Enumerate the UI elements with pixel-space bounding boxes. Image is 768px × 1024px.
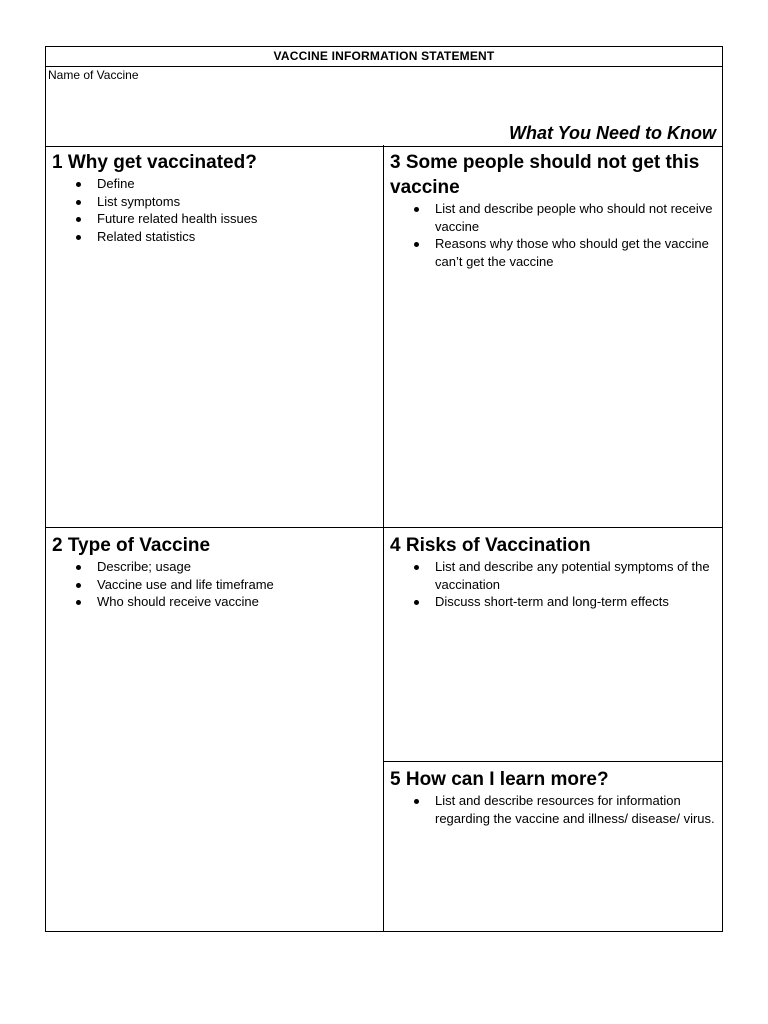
list-item: Discuss short-term and long-term effects (435, 593, 722, 611)
list-item: Define (97, 175, 383, 193)
section-heading: 4 Risks of Vaccination (390, 535, 591, 556)
section-type-of-vaccine (45, 528, 384, 932)
list-item: Future related health issues (97, 210, 383, 228)
bullet-list (46, 558, 383, 611)
list-item: Vaccine use and life timeframe (97, 576, 383, 594)
section-risks (384, 528, 723, 762)
section-heading: 5 How can I learn more? (390, 769, 609, 790)
section-why-vaccinate (45, 145, 384, 528)
vaccine-name-label: Name of Vaccine (48, 68, 139, 82)
list-item: List and describe resources for information regarding the vaccine and illness/ disease/ virus. (435, 792, 722, 827)
bullet-list (384, 558, 722, 611)
bullet-list (46, 175, 383, 245)
list-item: Reasons why those who should get the vaccine can’t get the vaccine (435, 235, 722, 270)
section-heading: 3 Some people should not get this vaccine (390, 152, 700, 198)
list-item: List symptoms (97, 193, 383, 211)
list-item: List and describe people who should not receive vaccine (435, 200, 722, 235)
section-should-not-get (384, 145, 723, 528)
list-item: Related statistics (97, 228, 383, 246)
form-title: VACCINE INFORMATION STATEMENT (46, 47, 722, 67)
section-heading: 2 Type of Vaccine (52, 535, 211, 556)
bullet-list (384, 200, 722, 270)
tagline: What You Need to Know (509, 123, 716, 143)
list-item: Describe; usage (97, 558, 383, 576)
vis-form (45, 46, 723, 147)
bullet-list (384, 792, 722, 827)
list-item: Who should receive vaccine (97, 593, 383, 611)
section-heading: 1 Why get vaccinated? (52, 152, 257, 173)
section-learn-more (384, 762, 723, 932)
vaccine-name-box (46, 67, 722, 147)
list-item: List and describe any potential symptoms of the vaccination (435, 558, 722, 593)
